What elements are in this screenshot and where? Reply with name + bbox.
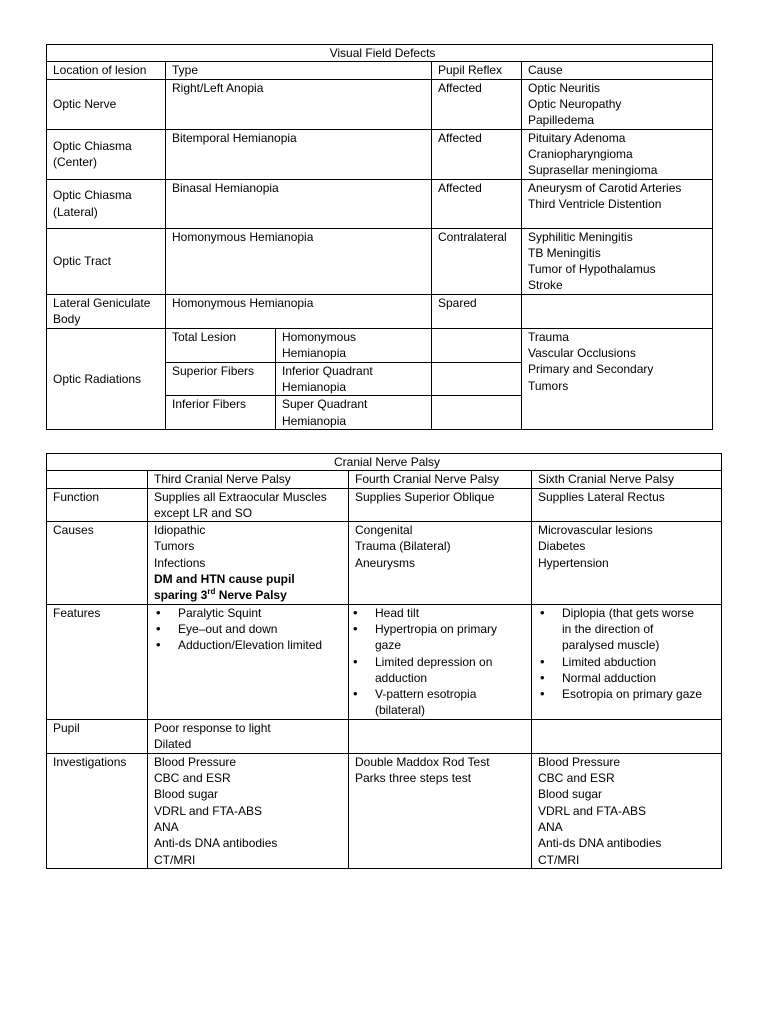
column-header: Location of lesion bbox=[47, 62, 166, 79]
location-cell: Optic Nerve bbox=[47, 79, 166, 129]
third-nerve-cell: Supplies all Extraocular Muscles except LR and SO bbox=[148, 488, 349, 522]
third-nerve-cell bbox=[148, 604, 349, 719]
table-row bbox=[47, 179, 713, 228]
fibers-cell: Superior Fibers bbox=[166, 362, 276, 396]
type-cell: Inferior Quadrant Hemianopia bbox=[276, 362, 432, 396]
fourth-nerve-cell: Double Maddox Rod Test Parks three steps test bbox=[349, 753, 532, 868]
pupil-reflex-cell: Affected bbox=[432, 179, 522, 228]
cause-cell: Trauma Vascular Occlusions Primary and Secondary Tumors bbox=[522, 328, 713, 429]
table-row bbox=[47, 604, 722, 719]
type-cell: Right/Left Anopia bbox=[166, 79, 432, 129]
sixth-nerve-cell bbox=[532, 719, 722, 753]
table-row bbox=[47, 294, 713, 328]
third-nerve-cell: Idiopathic Tumors Infections DM and HTN cause pupil sparing 3rd Nerve Palsy bbox=[148, 522, 349, 604]
table-row bbox=[47, 79, 713, 129]
third-nerve-cell: Poor response to light Dilated bbox=[148, 719, 349, 753]
table-row bbox=[47, 228, 713, 294]
fourth-nerve-cell bbox=[349, 719, 532, 753]
list-item: • Normal adduction bbox=[538, 670, 721, 686]
column-header: Cause bbox=[522, 62, 713, 79]
table-row bbox=[47, 753, 722, 868]
list-item: • Diplopia (that gets worse in the direction of paralysed muscle) bbox=[538, 605, 721, 654]
table-header-row bbox=[47, 62, 713, 79]
list-item: • Hypertropia on primary gaze bbox=[351, 621, 531, 654]
fibers-cell: Inferior Fibers bbox=[166, 396, 276, 430]
type-cell: Homonymous Hemianopia bbox=[166, 294, 432, 328]
list-item: • Paralytic Squint bbox=[154, 605, 348, 621]
column-header: Sixth Cranial Nerve Palsy bbox=[532, 471, 722, 488]
row-label: Causes bbox=[47, 522, 148, 604]
list-item: • Head tilt bbox=[351, 605, 531, 621]
column-header bbox=[47, 471, 148, 488]
third-nerve-cell: Blood Pressure CBC and ESR Blood sugar VDRL and FTA-ABS ANA Anti-ds DNA antibodies CT/MRI bbox=[148, 753, 349, 868]
column-header: Fourth Cranial Nerve Palsy bbox=[349, 471, 532, 488]
table-title: Cranial Nerve Palsy bbox=[47, 454, 722, 471]
list-item: • Eye–out and down bbox=[154, 621, 348, 637]
column-header: Type bbox=[166, 62, 432, 79]
fibers-cell: Total Lesion bbox=[166, 328, 276, 362]
pupil-reflex-cell bbox=[432, 328, 522, 362]
pupil-reflex-cell: Spared bbox=[432, 294, 522, 328]
row-label: Investigations bbox=[47, 753, 148, 868]
fourth-nerve-cell: Congenital Trauma (Bilateral) Aneurysms bbox=[349, 522, 532, 604]
bullet-list bbox=[351, 605, 531, 719]
location-cell: Optic Radiations bbox=[47, 328, 166, 429]
location-cell: Optic Tract bbox=[47, 228, 166, 294]
table-row bbox=[47, 719, 722, 753]
cause-cell: Aneurysm of Carotid Arteries Third Ventricle Distention bbox=[522, 179, 713, 228]
row-label: Function bbox=[47, 488, 148, 522]
cause-cell: Syphilitic Meningitis TB Meningitis Tumor of Hypothalamus Stroke bbox=[522, 228, 713, 294]
type-cell: Homonymous Hemianopia bbox=[276, 328, 432, 362]
list-item: • Adduction/Elevation limited bbox=[154, 637, 348, 653]
sixth-nerve-cell: Microvascular lesions Diabetes Hypertension bbox=[532, 522, 722, 604]
table-row bbox=[47, 328, 713, 362]
cause-cell bbox=[522, 294, 713, 328]
location-cell: Optic Chiasma (Center) bbox=[47, 129, 166, 179]
visual-field-defects-table bbox=[46, 44, 713, 430]
row-label: Pupil bbox=[47, 719, 148, 753]
type-cell: Bitemporal Hemianopia bbox=[166, 129, 432, 179]
table-row bbox=[47, 129, 713, 179]
sixth-nerve-cell: Blood Pressure CBC and ESR Blood sugar VDRL and FTA-ABS ANA Anti-ds DNA antibodies CT/MRI bbox=[532, 753, 722, 868]
cranial-nerve-palsy-table bbox=[46, 453, 722, 869]
list-item: • V-pattern esotropia (bilateral) bbox=[351, 686, 531, 719]
column-header: Pupil Reflex bbox=[432, 62, 522, 79]
list-item: • Limited abduction bbox=[538, 654, 721, 670]
table-row bbox=[47, 488, 722, 522]
fourth-nerve-cell bbox=[349, 604, 532, 719]
type-cell: Homonymous Hemianopia bbox=[166, 228, 432, 294]
pupil-reflex-cell bbox=[432, 362, 522, 396]
pupil-reflex-cell: Contralateral bbox=[432, 228, 522, 294]
table-row bbox=[47, 522, 722, 604]
sixth-nerve-cell: Supplies Lateral Rectus bbox=[532, 488, 722, 522]
bullet-list bbox=[538, 605, 721, 703]
bullet-list bbox=[154, 605, 348, 654]
type-cell: Binasal Hemianopia bbox=[166, 179, 432, 228]
sixth-nerve-cell bbox=[532, 604, 722, 719]
location-cell: Optic Chiasma (Lateral) bbox=[47, 179, 166, 228]
table-title: Visual Field Defects bbox=[47, 45, 713, 62]
list-item: • Limited depression on adduction bbox=[351, 654, 531, 687]
pupil-reflex-cell bbox=[432, 396, 522, 430]
row-label: Features bbox=[47, 604, 148, 719]
cause-cell: Optic Neuritis Optic Neuropathy Papilledema bbox=[522, 79, 713, 129]
pupil-reflex-cell: Affected bbox=[432, 129, 522, 179]
fourth-nerve-cell: Supplies Superior Oblique bbox=[349, 488, 532, 522]
list-item: • Esotropia on primary gaze bbox=[538, 686, 721, 702]
cause-cell: Pituitary Adenoma Craniopharyngioma Suprasellar meningioma bbox=[522, 129, 713, 179]
type-cell: Super Quadrant Hemianopia bbox=[276, 396, 432, 430]
location-cell: Lateral Geniculate Body bbox=[47, 294, 166, 328]
table-header-row bbox=[47, 471, 722, 488]
pupil-reflex-cell: Affected bbox=[432, 79, 522, 129]
column-header: Third Cranial Nerve Palsy bbox=[148, 471, 349, 488]
